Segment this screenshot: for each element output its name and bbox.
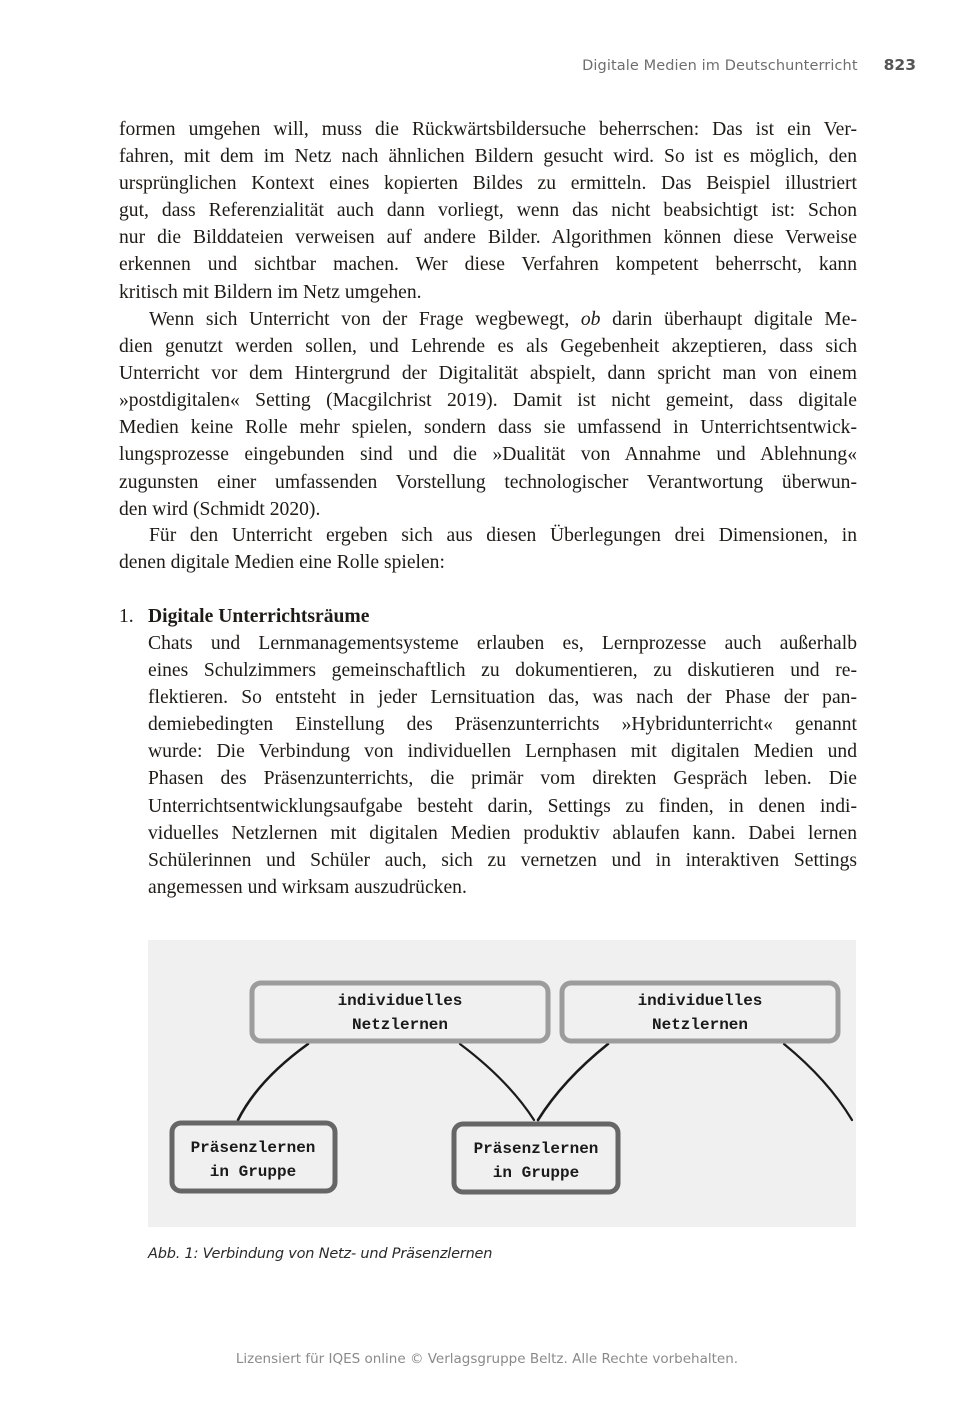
connector-line (460, 1044, 534, 1120)
node-label: Netzlernen (351, 1016, 449, 1034)
text-line: lungsprozesse eingebunden sind und die »Dualität von Annahme und Ablehnung« (119, 444, 857, 466)
text-line: denen digitale Medien eine Rolle spielen: (119, 552, 445, 574)
list-number: 1. (119, 606, 134, 627)
text-line: Unterrichtsentwicklungsaufgabe besteht darin, Settings zu finden, in denen indi- (148, 795, 857, 817)
paragraph-1 (119, 116, 857, 306)
connector-line (238, 1044, 308, 1120)
text-line: kritisch mit Bildern im Netz umgehen. (119, 281, 422, 303)
node-netzlernen-2 (562, 983, 838, 1041)
text-line: dien genutzt werden sollen, und Lehrende es als Gegebenheit akzeptieren, dass sich (119, 336, 857, 358)
connector-line (538, 1044, 608, 1120)
paragraph-2 (119, 306, 857, 523)
text-line: wurde: Die Verbindung von individuellen Lernphasen mit digitalen Medien und (148, 741, 857, 763)
text-line: Schülerinnen und Schüler auch, sich zu vernetzen und in interaktiven Settings (148, 849, 857, 871)
page-number: 823 (883, 56, 916, 74)
text-line: eines Schulzimmers gemeinschaftlich zu dokumentieren, zu diskutieren und re- (148, 660, 857, 682)
text-line: ursprünglichen Kontext eines kopierten Bildes zu ermitteln. Das Beispiel illustriert (119, 173, 857, 195)
list-heading: Digitale Unterrichtsräume (148, 606, 370, 627)
license-footer: Lizensiert für IQES online © Verlagsgruppe Beltz. Alle Rechte vorbehalten. (235, 1351, 739, 1367)
text-line: demiebedingten Einstellung des Präsenzunterrichts »Hybridunterricht« genannt (148, 714, 857, 736)
text-line: Für den Unterricht ergeben sich aus diesen Überlegungen drei Dimensionen, in (149, 525, 857, 546)
node-label: Präsenzlernen (190, 1139, 316, 1157)
emphasis-ob: ob (580, 309, 601, 330)
list-body (148, 630, 857, 901)
text-line: angemessen und wirksam auszudrücken. (148, 876, 467, 898)
text-line: flektieren. So entsteht in jeder Lernsituation das, was nach der Phase der pan- (148, 687, 857, 709)
text-run: darin überhaupt digitale Me- (600, 309, 857, 330)
node-label: in Gruppe (492, 1164, 580, 1182)
text-line: erkennen und sichtbar machen. Wer diese Verfahren kompetent beherrscht, kann (119, 254, 857, 276)
text-line (119, 306, 857, 333)
figure-diagram (148, 940, 856, 1227)
text-line: gut, dass Referenzialität auch dann vorliegt, wenn das nicht beabsichtigt ist: Schon (119, 200, 857, 222)
diagram-svg (148, 940, 856, 1227)
text-line: fahren, mit dem im Netz nach ähnlichen Bildern gesucht wird. So ist es möglich, den (119, 146, 857, 168)
paragraph-3 (119, 522, 857, 576)
text-line: zugunsten einer umfassenden Vorstellung technologischer Verantwortung überwun- (119, 471, 857, 493)
running-title: Digitale Medien im Deutschunterricht (582, 58, 858, 74)
figure-caption: Abb. 1: Verbindung von Netz- und Präsenzlernen (148, 1246, 493, 1262)
text-line: Medien keine Rolle mehr spielen, sondern dass sie umfassend in Unterrichtsentwick- (119, 417, 857, 439)
node-label: Präsenzlernen (473, 1140, 599, 1158)
node-label: individuelles (637, 992, 763, 1010)
node-label: in Gruppe (209, 1163, 297, 1181)
node-praesenzlernen-2 (454, 1124, 618, 1192)
node-netzlernen-1 (252, 983, 548, 1041)
text-run: Wenn sich Unterricht von der Frage wegbewegt, (149, 309, 581, 330)
text-line: Phasen des Präsenzunterrichts, die primär vom direkten Gespräch leben. Die (148, 768, 857, 790)
text-line: nur die Bilddateien verweisen auf andere Bilder. Algorithmen können diese Verweise (119, 227, 857, 249)
text-line: Unterricht vor dem Hintergrund der Digitalität abspielt, dann spricht man von einem (119, 363, 857, 385)
text-line: den wird (Schmidt 2020). (119, 498, 321, 520)
node-praesenzlernen-1 (172, 1123, 335, 1191)
text-line: Chats und Lernmanagementsysteme erlauben es, Lernprozesse auch außerhalb (148, 633, 857, 654)
connector-line (784, 1044, 852, 1120)
node-label: Netzlernen (651, 1016, 749, 1034)
text-line: »postdigitalen« Setting (Macgilchrist 2019). Damit ist nicht gemeint, dass digitale (119, 390, 857, 412)
node-label: individuelles (337, 992, 463, 1010)
text-line: formen umgehen will, muss die Rückwärtsbildersuche beherrschen: Das ist ein Ver- (119, 119, 857, 140)
text-line: viduelles Netzlernen mit digitalen Medien produktiv ablaufen kann. Dabei lernen (148, 822, 857, 844)
running-head (582, 56, 916, 74)
